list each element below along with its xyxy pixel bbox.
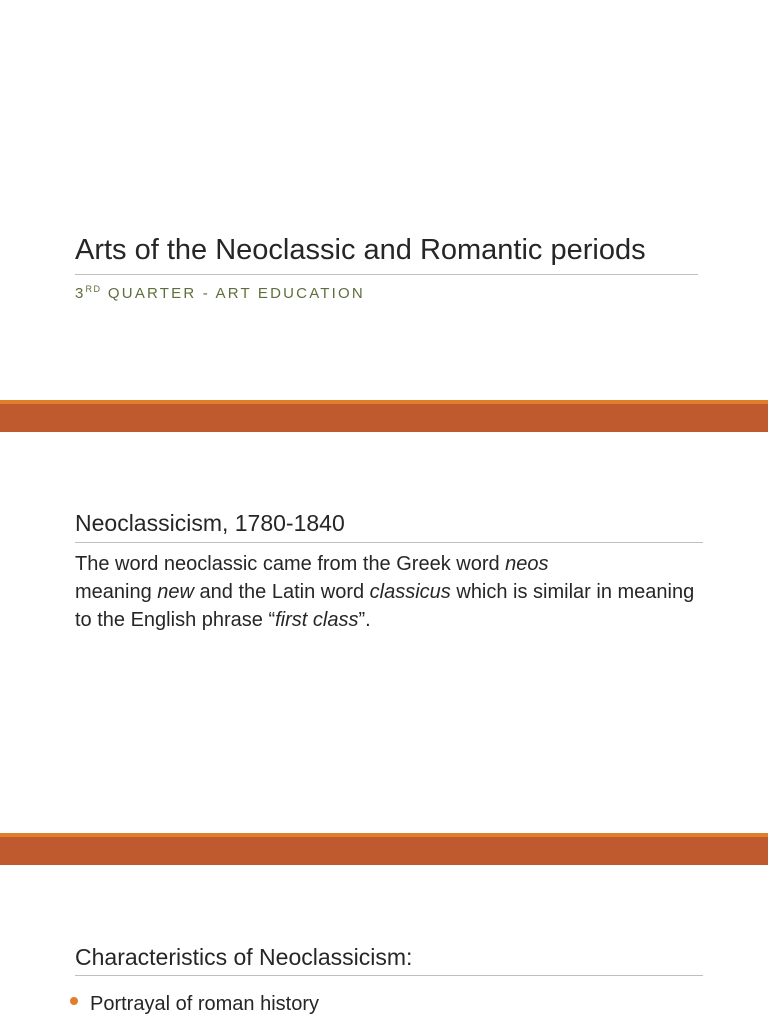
subtitle-ordinal: RD	[85, 284, 102, 294]
subtitle-text: QUARTER - ART EDUCATION	[101, 285, 365, 302]
slide1-title: Arts of the Neoclassic and Romantic periods	[75, 234, 646, 266]
title-rule	[75, 542, 703, 543]
bullet-icon	[70, 997, 78, 1005]
body-text: which is similar in meaning to the English phrase “	[75, 581, 695, 631]
list-item	[68, 990, 319, 1018]
body-italic: new	[157, 581, 194, 603]
body-italic: first class	[275, 609, 359, 631]
slide3-title: Characteristics of Neoclassicism:	[75, 944, 413, 970]
body-italic: neos	[505, 553, 549, 575]
slide-divider	[0, 400, 768, 432]
body-text: meaning	[75, 581, 158, 603]
title-rule	[75, 274, 698, 275]
slide1-subtitle	[75, 284, 365, 302]
bullet-list	[68, 990, 319, 1018]
slide-divider	[0, 833, 768, 865]
subtitle-number: 3	[75, 285, 86, 302]
body-text: ”.	[358, 609, 371, 631]
body-text: and the Latin word	[193, 581, 370, 603]
divider-stripe	[0, 400, 768, 404]
body-italic: classicus	[369, 581, 451, 603]
title-rule	[75, 975, 703, 976]
slide2-title: Neoclassicism, 1780-1840	[75, 510, 345, 536]
slide2-body	[75, 550, 715, 634]
bullet-text: Portrayal of roman history	[90, 993, 319, 1015]
divider-stripe	[0, 833, 768, 837]
body-text: The word neoclassic came from the Greek word	[75, 553, 506, 575]
